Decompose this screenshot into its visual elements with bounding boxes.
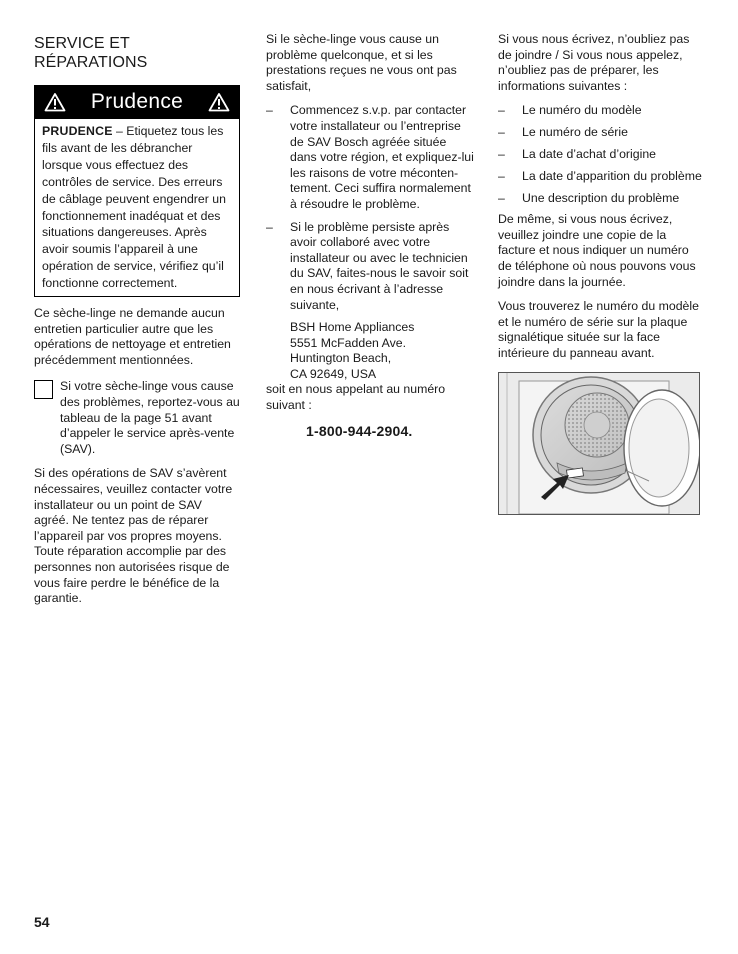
info-intro: Si vous nous écrivez, n’oubliez pas de joindre / Si vous nous appelez, n’oubliez pas de préparer, les informations suivantes : [498,32,690,93]
dryer-door-illustration [498,372,700,515]
list-item-text: La date d’achat d’origine [522,146,656,161]
caution-title: Prudence [90,90,184,114]
address-line: 5551 McFadden Ave. [290,335,406,350]
column-middle [266,32,474,439]
list-item-text: Commencez s.v.p. par contacter votre installateur ou l’entreprise de SAV Bosch agréée située dans votre région, et expliquez-lui les raisons de votre mécontentement. Ceci suffira normalement à résoudre le problème. [290,103,474,211]
heading-line-1: SERVICE ET [34,35,130,52]
dryer-open-door-icon [499,373,699,514]
list-item [498,125,702,141]
heading-line-2: RÉPARATIONS [34,54,148,71]
invoice-paragraph: De même, si vous nous écrivez, veuillez joindre une copie de la facture et nous indiquer un numéro de téléphone où nous pouvons vous joindre dans la journée. [498,212,696,289]
phone-number: 1-800-944-2904. [306,422,413,439]
complaint-steps-list [266,103,474,313]
note-text: Si votre sèche-linge vous cause des problèmes, reportez-vous au tableau de la page 51 avant d’appeler le service après-vente (SAV). [60,379,240,456]
list-item [498,103,702,119]
list-item-text: Une description du problème [522,190,680,205]
maintenance-paragraph: Ce sèche-linge ne demande aucun entretien particulier autre que les opérations de nettoyage et entretien précédemment mentionnées. [34,306,231,367]
list-item-text: La date d’apparition du problème [522,168,702,183]
list-item [266,220,474,314]
warning-triangle-icon [44,92,66,112]
caution-header [34,85,240,119]
page-number: 54 [34,914,50,930]
rating-plate-paragraph: Vous trouverez le numéro du modèle et le numéro de série sur la plaque signalétique située sur la face intérieure du panneau avant. [498,299,699,361]
column-right [498,32,702,515]
list-item [498,147,702,163]
column-left [34,32,240,607]
dash-bullet: – [266,103,273,118]
address-line: Huntington Beach, [290,351,392,366]
address-line: BSH Home Appliances [290,320,415,335]
dash-bullet: – [498,190,505,205]
list-item-text: Le numéro du modèle [522,103,642,118]
list-item [498,191,702,207]
dash-bullet: – [498,103,505,118]
call-text: soit en nous appelant au numéro suivant : [266,382,446,413]
service-paragraph: Si des opérations de SAV s’avèrent nécessaires, veuillez contacter votre installateur ou un point de SAV agréé. Ne tentez pas de réparer l’appareil par vos propres moyens. Toute réparation accomplie par des personnes non autorisées risque de vous faire perdre le bénéfice de la garantie. [34,466,233,606]
section-heading [34,34,240,72]
caution-text: – Etiquetez tous les fils avant de les débrancher lorsque vous effectuez des contrôles de service. Des erreurs de câblage peuvent engendrer un fonctionnement inadéquat et des situations dangereuses. Après avoir soumis l’appareil à une opération de service, vérifiez qu’il fonctionne correctement. [42,124,226,291]
caution-body [34,119,240,297]
caution-keyword: PRUDENCE [42,124,113,138]
dash-bullet: – [498,168,505,183]
list-item-text: Si le problème persiste après avoir collaboré avec votre installateur ou avec le technicien du SAV, faites-nous le savoir soit en nous écrivant à l’adresse suivante, [290,219,469,312]
note-box-icon [34,380,53,399]
mailing-address [266,320,474,382]
list-item-text: Le numéro de série [522,125,628,140]
list-item [498,169,702,185]
complaint-intro: Si le sèche-linge vous cause un problème quelconque, et si les prestations reçues ne vous ont pas satisfait, [266,32,457,93]
required-info-list [498,103,702,206]
list-item [266,103,474,212]
address-line: CA 92649, USA [290,366,377,381]
dash-bullet: – [266,219,273,234]
note-block [34,379,240,457]
dash-bullet: – [498,125,505,140]
caution-box [34,85,240,297]
dash-bullet: – [498,146,505,161]
warning-triangle-icon [208,92,230,112]
